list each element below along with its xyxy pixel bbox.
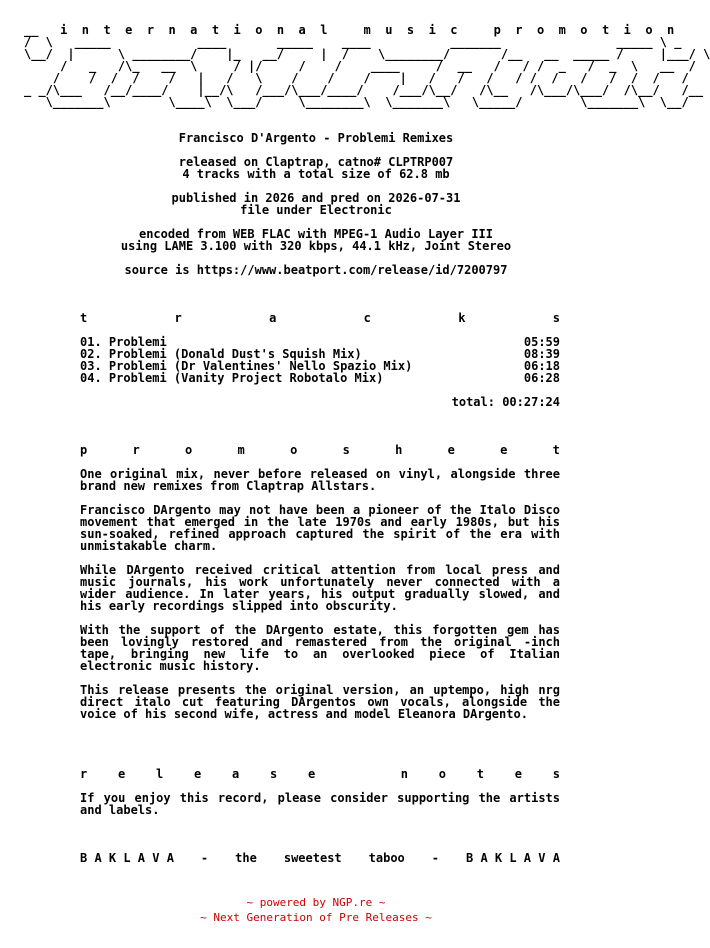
release-published-line: published in 2026 and pred on 2026-07-31 — [171, 191, 461, 205]
slogan-word: sweetest — [283, 851, 342, 865]
tracks-total: total: 00:27:24 — [451, 395, 560, 409]
tracks-heading-letter: c — [363, 311, 371, 325]
tracks-heading-letter: s — [552, 311, 560, 325]
notes-heading-gap — [346, 768, 370, 780]
notes-heading-letter: s — [552, 767, 560, 781]
next-gen-link[interactable]: ~ Next Generation of Pre Releases ~ — [200, 911, 432, 924]
track-time: 08:39 — [523, 347, 560, 361]
track-time: 06:18 — [523, 359, 560, 373]
promo-paragraph: Francisco DArgento may not have been a pioneer of the Italo Disco movement that emerged in the late 1970s and early 1980s, but his sun-soaked, refined approach captured the spirit of the era with unmistakable charm. — [80, 503, 560, 553]
track-time: 06:28 — [523, 371, 560, 385]
promo-paragraph: With the support of the DArgento estate, this forgotten gem has been lovingly restored and remastered from the original -inch tape, bringing new life to an overlooked piece of Italian electronic music history. — [80, 623, 560, 673]
notes-heading-letter: e — [514, 767, 522, 781]
notes-heading-letter: r — [80, 767, 88, 781]
release-title: Francisco D'Argento - Problemi Remixes — [178, 131, 454, 145]
notes-heading-letter: e — [194, 767, 202, 781]
promo-heading-letter: o — [185, 443, 193, 457]
promo-heading-letter: o — [290, 443, 298, 457]
notes-paragraph: If you enjoy this record, please consider supporting the artists and labels. — [80, 791, 560, 817]
notes-heading-letter: a — [232, 767, 240, 781]
notes-heading-letter: n — [400, 767, 408, 781]
promo-heading-letter: t — [552, 443, 560, 457]
ascii-logo: __ i n t e r n a t i o n a l m u s i c p r o m o t i o n / \ _____ ____ _____ ____ _______ _____ \ _ \__/ | \ ________/ |_ __/ | / \________/ /__ __ _____ / |___/ \ / _ /\_ __ \ / |/ / / ____ / __ / / / _ / _ \ __ / / / / / / | / \ / / / | / / / / / / / / / / / _ _/\___ /__/____/ |__/\ /___/\___/____/ /___/\__/ /\__ /\___/\___/ /\__/ /__ \_______\ \____\ \___/ \________\ \_______\ \_____/ \_______\ \__/ — [24, 23, 710, 109]
notes-heading — [80, 768, 560, 780]
track-name: 01. Problemi — [80, 335, 167, 349]
release-encoded-line: encoded from WEB FLAC with MPEG-1 Audio Layer III — [138, 227, 493, 241]
promo-heading-letter: r — [132, 443, 140, 457]
release-tracks-line: 4 tracks with a total size of 62.8 mb — [182, 167, 450, 181]
notes-heading-letter: t — [476, 767, 484, 781]
promo-heading — [80, 444, 560, 456]
slogan-word: the — [235, 851, 257, 865]
track-row — [80, 372, 560, 384]
release-label-line: released on Claptrap, catno# CLPTRP007 — [178, 155, 454, 169]
slogan-word: B A K L A V A — [80, 851, 174, 865]
promo-heading-letter: h — [395, 443, 403, 457]
promo-heading-letter: s — [342, 443, 350, 457]
promo-paragraph: This release presents the original version, an uptempo, high nrg direct italo cut featuring DArgentos own vocals, alongside the voice of his second wife, actress and model Eleanora DArgento. — [80, 683, 560, 721]
tracks-heading-letter: a — [269, 311, 277, 325]
promo-paragraph: One original mix, never before released on vinyl, alongside three brand new remixes from Claptrap Allstars. — [80, 467, 560, 493]
notes-heading-letter: s — [270, 767, 278, 781]
notes-heading-letter: e — [308, 767, 316, 781]
powered-by-link[interactable]: ~ powered by NGP.re ~ — [246, 896, 386, 909]
slogan-word: - — [200, 851, 209, 865]
tracks-heading-letter: r — [174, 311, 182, 325]
track-name: 02. Problemi (Donald Dust's Squish Mix) — [80, 347, 362, 361]
track-name: 03. Problemi (Dr Valentines' Nello Spazio Mix) — [80, 359, 413, 373]
promo-paragraph: While DArgento received critical attention from local press and music journals, his work unfortunately never connected with a wider audience. In later years, his output gradually slowed, and his early recordings slipped into obscurity. — [80, 563, 560, 613]
release-lame-line: using LAME 3.100 with 320 kbps, 44.1 kHz, Joint Stereo — [120, 239, 512, 253]
tracks-heading — [80, 312, 560, 324]
track-name: 04. Problemi (Vanity Project Robotalo Mix) — [80, 371, 384, 385]
tracks-heading-letter: k — [458, 311, 466, 325]
slogan-line — [80, 852, 560, 864]
release-source-line: source is https://www.beatport.com/release/id/7200797 — [124, 263, 508, 277]
promo-heading-letter: m — [237, 443, 245, 457]
tracks-heading-letter: t — [80, 311, 88, 325]
notes-heading-letter: o — [438, 767, 446, 781]
slogan-word: taboo — [368, 851, 405, 865]
slogan-word: - — [431, 851, 439, 865]
promo-heading-letter: p — [80, 443, 88, 457]
track-time: 05:59 — [523, 335, 560, 349]
release-genre-line: file under Electronic — [240, 203, 392, 217]
promo-heading-letter: e — [447, 443, 455, 457]
promo-heading-letter: e — [500, 443, 508, 457]
notes-heading-letter: e — [118, 767, 126, 781]
notes-heading-letter: l — [156, 767, 164, 781]
slogan-word: B A K L A V A — [466, 851, 560, 865]
